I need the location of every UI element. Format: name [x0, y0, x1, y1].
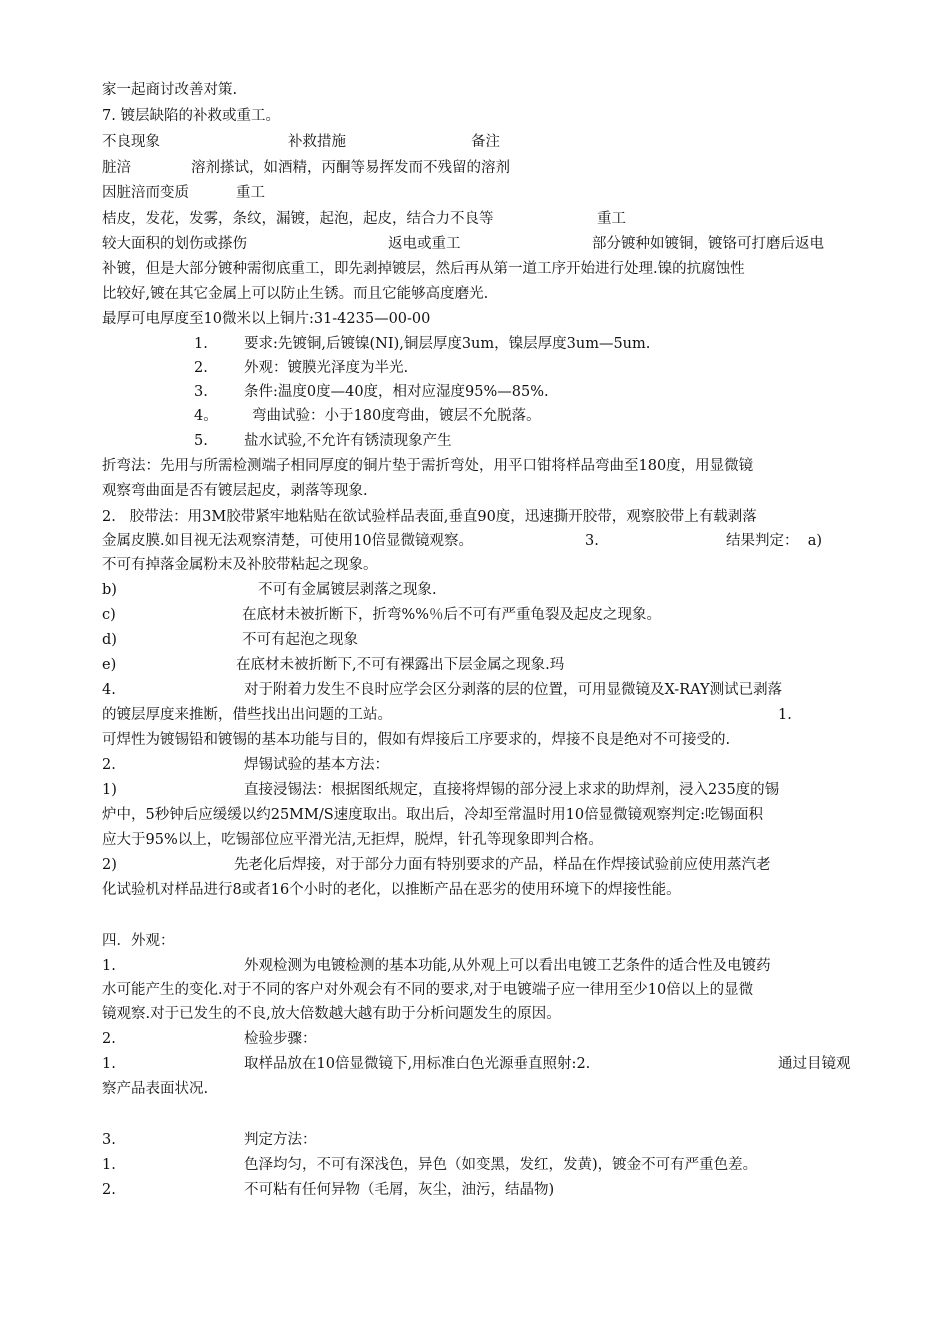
list-item: 2. 不可粘有任何异物（毛屑，灰尘，油污，结晶物): [102, 1182, 555, 1198]
table-row: 因脏涪而变质 重工: [102, 185, 265, 201]
list-item: e) 在底材未被折断下,不可有裸露出下层金属之现象.玛: [102, 657, 565, 673]
list-item: 3. 判定方法：: [102, 1132, 317, 1148]
list-item: d) 不可有起泡之现象: [102, 632, 358, 648]
list-item: 1. 要求:先镀铜,后镀镍(NI),铜层厚度3um，镍层厚度3um—5um.: [194, 336, 651, 352]
list-item: 2. 焊锡试验的基本方法：: [102, 757, 389, 773]
table-row: 脏涪 溶剂搽试，如酒精，丙酮等易挥发而不残留的溶剂: [102, 160, 510, 176]
list-item: 2. 检验步骤：: [102, 1031, 317, 1047]
list-item: 1. 外观检测为电镀检测的基本功能,从外观上可以看出电镀工艺条件的适合性及电镀药: [102, 958, 771, 974]
list-item: 1. 取样品放在10倍显微镜下,用标准白色光源垂直照射:2. 通过目镜观: [102, 1056, 851, 1072]
list-item: 4。 弯曲试验：小于180度弯曲，镀层不允脱落。: [194, 408, 541, 424]
header-remedy: 补救措施: [288, 134, 346, 150]
table-row: 较大面积的划伤或搽伤 返电或重工 部分镀种如镀铜，镀铬可打磨后返电: [102, 236, 824, 252]
table-row: 桔皮，发花，发雾，条纹，漏镀，起泡，起皮，结合力不良等 重工: [102, 211, 626, 227]
list-item: 1. 色泽均匀，不可有深浅色，异色（如变黑，发红，发黄)，镀金不可有严重色差。: [102, 1157, 758, 1173]
header-defect: 不良现象: [102, 134, 160, 150]
list-item: 1) 直接浸锡法：根据图纸规定，直接将焊锡的部分浸上求求的助焊剂，浸入235度的锡: [102, 782, 780, 798]
list-item: b) 不可有金属镀层剥落之现象.: [102, 582, 437, 598]
header-remark: 备注: [471, 134, 500, 150]
list-item: 5. 盐水试验,不允许有锈渍现象产生: [194, 433, 452, 449]
list-item: 4. 对于附着力发生不良时应学会区分剥落的层的位置，可用显微镜及X-RAY测试已剥落: [102, 682, 783, 698]
list-item: 2) 先老化后焊接，对于部分力面有特别要求的产品，样品在作焊接试验前应使用蒸汽老: [102, 857, 771, 873]
document-page: 家一起商讨改善对策. 7. 镀层缺陷的补救或重工。 不良现象 补救措施 备注 脏涪 溶剂搽试，如酒精，丙酮等易挥发而不残留的溶剂 因脏涪而变质 重工 桔皮，发花，发雾，条纹，漏镀，起泡，起皮，结合力不良等 重工 较大面积的划伤或搽伤 返电或重工 部分镀种如镀铜，镀铬可打磨后返电 补镀，但是大部分镀种需彻底重工，即先剥掉镀层，然后再从第一道工序开始进行处理.镍的抗腐蚀性 比较好,镀在其它金属上可以防止生锈。而且它能够高度磨光. 最厚可电厚度至10微米以上铜片:31-4235—00-00 1. 要求:先镀铜,后镀镍(NI),铜层厚度3um，镍层厚度3um—5um. 2. 外观：镀膜光泽度为半光. 3. 条件:温度0度—40度，相对应湿度95%—85%. 4。 弯曲试验：小于180度弯曲，镀层不允脱落。 5. 盐水试验,不允许有锈渍现象产生 折弯法：先用与所需检测端子相同厚度的铜片垫于需折弯处，用平口钳将样品弯曲至180度，用显微镜 观察弯曲面是否有镀层起皮，剥落等现象. 2. 胶带法：用3M胶带紧牢地粘贴在欲试验样品表面,垂直90度，迅速撕开胶带，观察胶带上有载剥落 金属皮膜.如目视无法观察清楚，可使用10倍显微镜观察。 3. 结果判定： a) 不可有掉落金属粉末及补胶带粘起之现象。 b) 不可有金属镀层剥落之现象. c) 在底材未被折断下，折弯%%％后不可有严重龟裂及起皮之现象。 d) 不可有起泡之现象 e) 在底材未被折断下,不可有裸露出下层金属之现象.玛 4. 对于附着力发生不良时应学会区分剥落的层的位置，可用显微镜及X-RAY测试已剥落 的镀层厚度来推断，借些找出出问题的工站。 1. 可焊性为镀锡铅和镀锡的基本功能与目的，假如有焊接后工序要求的，焊接不良是绝对不可接受的. 2. 焊锡试验的基本方法： 1) 直接浸锡法：根据图纸规定，直接将焊锡的部分浸上求求的助焊剂，浸入235度的锡 炉中，5秒钟后应缓缓以约25MM/S速度取出。取出后，冷却至常温时用10倍显微镜观察判定:吃锡面积 应大于95%以上，吃锡部位应平滑光洁,无拒焊，脱焊，针孔等现象即判合格。 2) 先老化后焊接，对于部分力面有特别要求的产品，样品在作焊接试验前应使用蒸汽老 化试验机对样品进行8或者16个小时的老化，以推断产品在恶劣的使用环境下的焊接性能。 四．外观： 1. 外观检测为电镀检测的基本功能,从外观上可以看出电镀工艺条件的适合性及电镀药 水可能产生的变化.对于不同的客户对外观会有不同的要求,对于电镀端子应一律用至少10倍以上的显微 镜观察.对于已发生的不良,放大倍数越大越有助于分析问题发生的原因。 2. 检验步骤： 1. 取样品放在10倍显微镜下,用标准白色光源垂直照射:2. 通过目镜观 察产品表面状况. 3. 判定方法： 1. 色泽均匀，不可有深浅色，异色（如变黑，发红，发黄)，镀金不可有严重色差。 2. 不可粘有任何异物（毛屑，灰尘，油污，结晶物): [0, 0, 950, 1344]
paragraph-line: 的镀层厚度来推断，借些找出出问题的工站。 1.: [102, 707, 792, 723]
list-item: 2. 外观：镀膜光泽度为半光.: [194, 360, 409, 376]
list-item: c) 在底材未被折断下，折弯%%％后不可有严重龟裂及起皮之现象。: [102, 607, 662, 623]
paragraph-line: 金属皮膜.如目视无法观察清楚，可使用10倍显微镜观察。 3. 结果判定： a): [102, 533, 823, 549]
list-item: 3. 条件:温度0度—40度，相对应湿度95%—85%.: [194, 384, 549, 400]
